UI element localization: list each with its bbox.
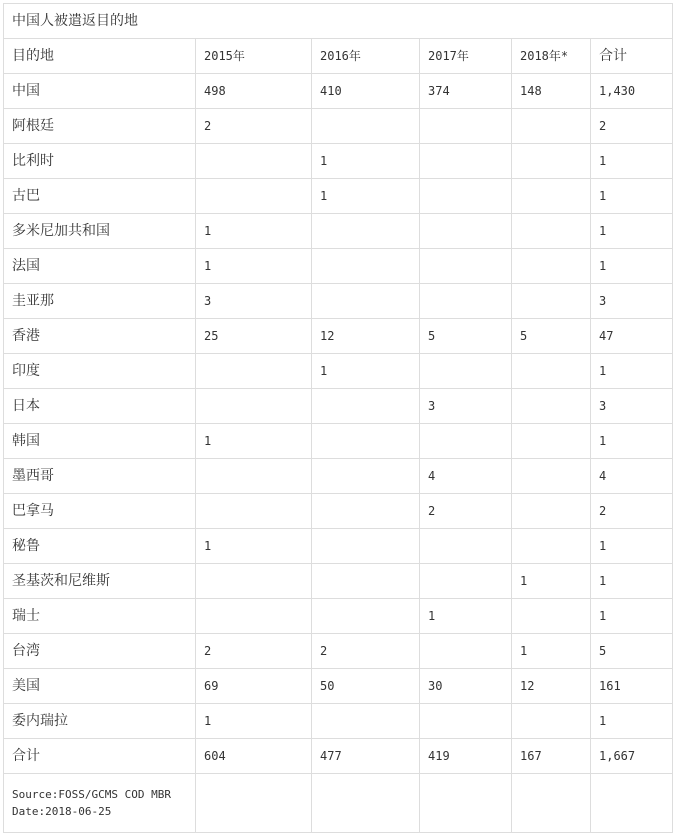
cell-y2016: 12 bbox=[312, 319, 420, 354]
cell-y2015: 1 bbox=[196, 529, 312, 564]
cell-y2016: 50 bbox=[312, 669, 420, 704]
cell-y2018 bbox=[512, 214, 591, 249]
cell-y2017: 419 bbox=[420, 739, 512, 774]
cell-y2017: 1 bbox=[420, 599, 512, 634]
cell-destination: 比利时 bbox=[4, 144, 196, 179]
cell-y2015 bbox=[196, 354, 312, 389]
cell-total: 5 bbox=[591, 634, 673, 669]
cell-total: 1 bbox=[591, 529, 673, 564]
cell-destination: 秘鲁 bbox=[4, 529, 196, 564]
table-row bbox=[4, 529, 673, 564]
cell-y2017 bbox=[420, 704, 512, 739]
table-row bbox=[4, 424, 673, 459]
cell-total: 161 bbox=[591, 669, 673, 704]
cell-total: 1,430 bbox=[591, 74, 673, 109]
table-row bbox=[4, 459, 673, 494]
cell-y2018 bbox=[512, 249, 591, 284]
header-destination: 目的地 bbox=[4, 39, 196, 74]
cell-destination: 美国 bbox=[4, 669, 196, 704]
cell-y2016 bbox=[312, 424, 420, 459]
cell-y2018: 5 bbox=[512, 319, 591, 354]
table-row bbox=[4, 704, 673, 739]
cell-total: 47 bbox=[591, 319, 673, 354]
table-row bbox=[4, 389, 673, 424]
cell-y2018 bbox=[512, 424, 591, 459]
cell-y2018: 167 bbox=[512, 739, 591, 774]
cell-y2017: 2 bbox=[420, 494, 512, 529]
cell-destination: 委内瑞拉 bbox=[4, 704, 196, 739]
cell-y2015 bbox=[196, 179, 312, 214]
cell-y2015 bbox=[196, 494, 312, 529]
cell-destination: 印度 bbox=[4, 354, 196, 389]
cell-y2018 bbox=[512, 354, 591, 389]
cell-y2018 bbox=[512, 179, 591, 214]
header-2015: 2015年 bbox=[196, 39, 312, 74]
cell-y2015: 2 bbox=[196, 634, 312, 669]
cell-y2017: 5 bbox=[420, 319, 512, 354]
cell-total: 3 bbox=[591, 389, 673, 424]
cell-destination: 瑞士 bbox=[4, 599, 196, 634]
cell-y2017 bbox=[420, 529, 512, 564]
cell-y2017: 3 bbox=[420, 389, 512, 424]
empty-cell bbox=[312, 774, 420, 833]
cell-destination: 日本 bbox=[4, 389, 196, 424]
table-row bbox=[4, 74, 673, 109]
table-row bbox=[4, 284, 673, 319]
table-title: 中国人被遣返目的地 bbox=[4, 4, 673, 39]
cell-y2017: 374 bbox=[420, 74, 512, 109]
cell-total: 1 bbox=[591, 354, 673, 389]
cell-total: 1 bbox=[591, 564, 673, 599]
cell-y2016 bbox=[312, 389, 420, 424]
cell-y2015 bbox=[196, 459, 312, 494]
cell-y2017 bbox=[420, 354, 512, 389]
source-row bbox=[4, 774, 673, 833]
cell-y2015 bbox=[196, 389, 312, 424]
table-header-row bbox=[4, 39, 673, 74]
cell-y2017 bbox=[420, 109, 512, 144]
cell-destination: 中国 bbox=[4, 74, 196, 109]
cell-y2016: 410 bbox=[312, 74, 420, 109]
cell-total: 1 bbox=[591, 214, 673, 249]
empty-cell bbox=[591, 774, 673, 833]
cell-y2016 bbox=[312, 494, 420, 529]
cell-destination: 韩国 bbox=[4, 424, 196, 459]
cell-y2018: 12 bbox=[512, 669, 591, 704]
cell-y2015: 2 bbox=[196, 109, 312, 144]
table-row bbox=[4, 739, 673, 774]
empty-cell bbox=[420, 774, 512, 833]
cell-y2018: 148 bbox=[512, 74, 591, 109]
deportation-destinations-table bbox=[3, 3, 673, 833]
cell-total: 3 bbox=[591, 284, 673, 319]
table-row bbox=[4, 179, 673, 214]
cell-destination: 古巴 bbox=[4, 179, 196, 214]
cell-y2017 bbox=[420, 179, 512, 214]
cell-y2016 bbox=[312, 109, 420, 144]
cell-destination: 圭亚那 bbox=[4, 284, 196, 319]
cell-y2015 bbox=[196, 599, 312, 634]
cell-destination: 台湾 bbox=[4, 634, 196, 669]
empty-cell bbox=[196, 774, 312, 833]
cell-y2016: 1 bbox=[312, 354, 420, 389]
cell-y2018 bbox=[512, 109, 591, 144]
cell-y2015: 1 bbox=[196, 704, 312, 739]
cell-y2015: 69 bbox=[196, 669, 312, 704]
table-title-row bbox=[4, 4, 673, 39]
cell-y2016: 1 bbox=[312, 144, 420, 179]
table-row bbox=[4, 249, 673, 284]
cell-y2016: 2 bbox=[312, 634, 420, 669]
cell-y2018 bbox=[512, 529, 591, 564]
table-row bbox=[4, 214, 673, 249]
cell-y2015 bbox=[196, 144, 312, 179]
table-row bbox=[4, 494, 673, 529]
cell-destination: 巴拿马 bbox=[4, 494, 196, 529]
cell-y2015: 498 bbox=[196, 74, 312, 109]
cell-y2016 bbox=[312, 214, 420, 249]
cell-y2018 bbox=[512, 459, 591, 494]
cell-y2015: 25 bbox=[196, 319, 312, 354]
header-2016: 2016年 bbox=[312, 39, 420, 74]
cell-total: 4 bbox=[591, 459, 673, 494]
cell-y2015: 1 bbox=[196, 424, 312, 459]
source-line: Source:FOSS/GCMS COD MBR bbox=[12, 788, 171, 801]
cell-y2017: 30 bbox=[420, 669, 512, 704]
cell-y2015: 3 bbox=[196, 284, 312, 319]
cell-total: 1 bbox=[591, 424, 673, 459]
header-2018: 2018年* bbox=[512, 39, 591, 74]
cell-y2018 bbox=[512, 599, 591, 634]
cell-y2018 bbox=[512, 144, 591, 179]
cell-y2016 bbox=[312, 704, 420, 739]
cell-y2017 bbox=[420, 284, 512, 319]
header-total: 合计 bbox=[591, 39, 673, 74]
cell-y2018 bbox=[512, 494, 591, 529]
cell-total: 2 bbox=[591, 494, 673, 529]
cell-total: 1,667 bbox=[591, 739, 673, 774]
cell-y2015: 1 bbox=[196, 214, 312, 249]
cell-y2016 bbox=[312, 459, 420, 494]
cell-y2018 bbox=[512, 284, 591, 319]
cell-y2017 bbox=[420, 249, 512, 284]
cell-destination: 圣基茨和尼维斯 bbox=[4, 564, 196, 599]
table-row bbox=[4, 564, 673, 599]
cell-y2017 bbox=[420, 214, 512, 249]
cell-y2017 bbox=[420, 564, 512, 599]
cell-y2016: 1 bbox=[312, 179, 420, 214]
cell-total: 1 bbox=[591, 179, 673, 214]
table-row bbox=[4, 144, 673, 179]
cell-y2017: 4 bbox=[420, 459, 512, 494]
table-row bbox=[4, 109, 673, 144]
cell-destination: 多米尼加共和国 bbox=[4, 214, 196, 249]
cell-y2018 bbox=[512, 704, 591, 739]
cell-y2016 bbox=[312, 599, 420, 634]
header-2017: 2017年 bbox=[420, 39, 512, 74]
cell-destination: 法国 bbox=[4, 249, 196, 284]
cell-y2018: 1 bbox=[512, 564, 591, 599]
table-row bbox=[4, 354, 673, 389]
cell-total: 2 bbox=[591, 109, 673, 144]
source-line: Date:2018-06-25 bbox=[12, 805, 112, 818]
cell-destination: 香港 bbox=[4, 319, 196, 354]
cell-y2016 bbox=[312, 564, 420, 599]
table-row bbox=[4, 319, 673, 354]
cell-total: 1 bbox=[591, 599, 673, 634]
table-row bbox=[4, 669, 673, 704]
cell-total: 1 bbox=[591, 249, 673, 284]
source-note bbox=[4, 774, 196, 833]
cell-y2018: 1 bbox=[512, 634, 591, 669]
table-row bbox=[4, 599, 673, 634]
cell-total: 1 bbox=[591, 144, 673, 179]
cell-destination: 阿根廷 bbox=[4, 109, 196, 144]
cell-destination: 合计 bbox=[4, 739, 196, 774]
table-row bbox=[4, 634, 673, 669]
cell-destination: 墨西哥 bbox=[4, 459, 196, 494]
cell-y2017 bbox=[420, 144, 512, 179]
cell-y2017 bbox=[420, 634, 512, 669]
cell-y2016: 477 bbox=[312, 739, 420, 774]
cell-y2016 bbox=[312, 249, 420, 284]
cell-y2016 bbox=[312, 529, 420, 564]
empty-cell bbox=[512, 774, 591, 833]
cell-total: 1 bbox=[591, 704, 673, 739]
cell-y2015 bbox=[196, 564, 312, 599]
cell-y2017 bbox=[420, 424, 512, 459]
cell-y2016 bbox=[312, 284, 420, 319]
cell-y2015: 1 bbox=[196, 249, 312, 284]
cell-y2018 bbox=[512, 389, 591, 424]
cell-y2015: 604 bbox=[196, 739, 312, 774]
